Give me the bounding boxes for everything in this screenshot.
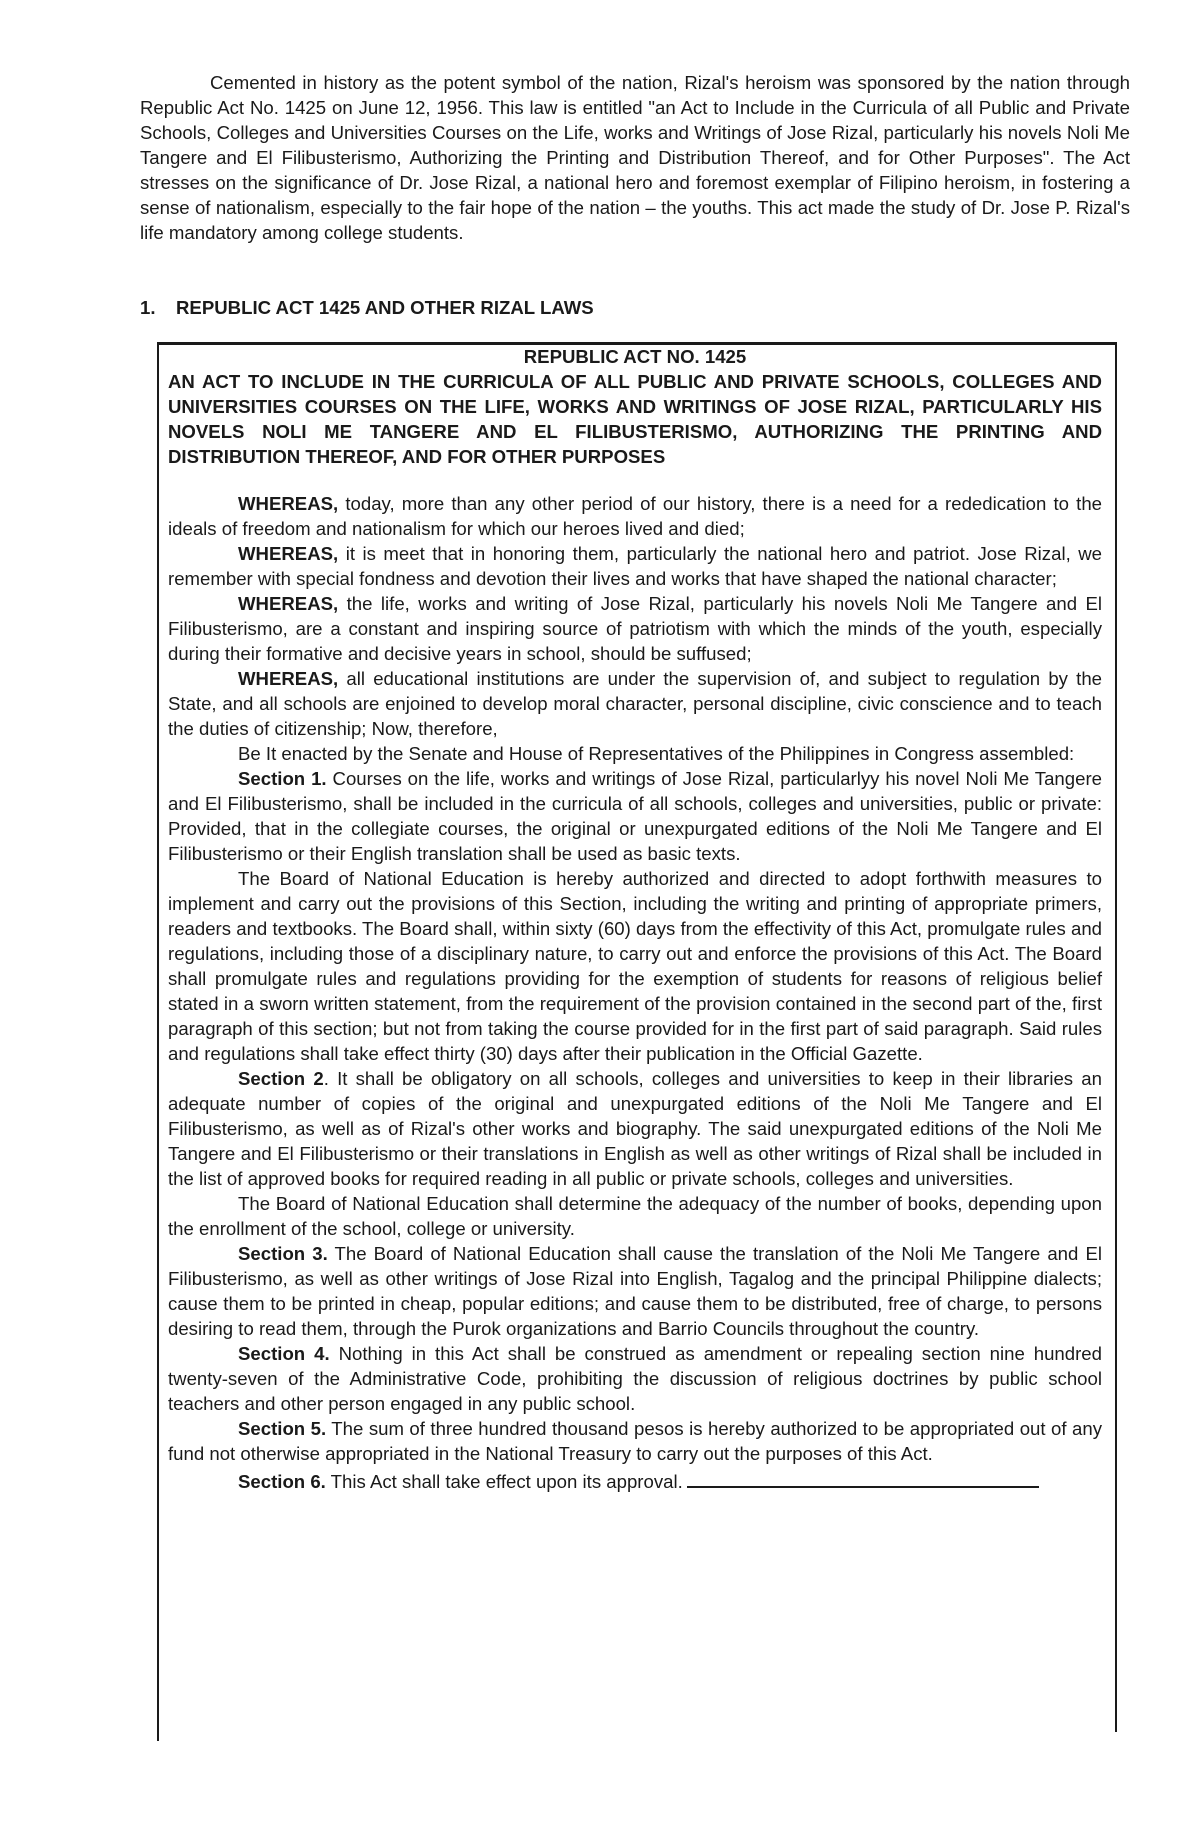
act-box-bottom-tick (157, 1731, 159, 1741)
paragraph-lead: Section 2 (238, 1068, 324, 1089)
section-heading (140, 295, 594, 320)
act-paragraph (168, 1066, 1102, 1191)
paragraph-text: all educational institutions are under the supervision of, and subject to regulation by the State, and all schools are enjoined to develop moral character, personal discipline, civic conscience and to teach the duties of citizenship; Now, therefore, (168, 668, 1102, 739)
act-final-paragraph (168, 1466, 1102, 1494)
paragraph-text: The Board of National Education shall determine the adequacy of the number of books, depending upon the enrollment of the school, college or university. (168, 1193, 1102, 1239)
paragraph-lead: Section 3. (238, 1243, 328, 1264)
act-paragraph (168, 866, 1102, 1066)
act-box (168, 344, 1102, 1494)
act-paragraph (168, 741, 1102, 766)
paragraph-text: . It shall be obligatory on all schools, colleges and universities to keep in their libraries an adequate number of copies of the original and unexpurgated editions of the Noli Me Tangere and El Filibusterismo, as well as of Rizal's other works and biography. The said unexpurgated editions of the Noli Me Tangere and El Filibusterismo or their translations in English as well as other writings of Rizal shall be included in the list of approved books for required reading in all public or private schools, colleges and universities. (168, 1068, 1102, 1189)
act-long-title: AN ACT TO INCLUDE IN THE CURRICULA OF ALL PUBLIC AND PRIVATE SCHOOLS, COLLEGES AND UNIVERSITIES COURSES ON THE LIFE, WORKS AND WRITINGS OF JOSE RIZAL, PARTICULARLY HIS NOVELS NOLI ME TANGERE AND EL FILIBUSTERISMO, AUTHORIZING THE PRINTING AND DISTRIBUTION THEREOF, AND FOR OTHER PURPOSES (168, 371, 1102, 467)
act-paragraph (168, 491, 1102, 541)
paragraph-lead: WHEREAS, (238, 543, 339, 564)
section-heading-text: REPUBLIC ACT 1425 AND OTHER RIZAL LAWS (176, 297, 594, 318)
act-paragraph (168, 1341, 1102, 1416)
act-title: REPUBLIC ACT NO. 1425 (523, 346, 747, 367)
act-paragraph (168, 1416, 1102, 1466)
paragraph-lead: WHEREAS, (238, 668, 339, 689)
act-paragraph (168, 766, 1102, 866)
paragraph-lead: Section 5. (238, 1418, 327, 1439)
paragraph-lead: Section 6. (238, 1471, 326, 1492)
paragraph-text: The Board of National Education is hereby authorized and directed to adopt forthwith measures to implement and carry out the provisions of this Section, including the writing and printing of appropriate primers, readers and textbooks. The Board shall, within sixty (60) days from the effectivity of this Act, promulgate rules and regulations, including those of a disciplinary nature, to carry out and enforce the provisions of this Act. The Board shall promulgate rules and regulations providing for the exemption of students for reasons of religious belief stated in a sworn written statement, from the requirement of the provision contained in the second part of the, first paragraph of this section; but not from taking the course provided for in the first part of said paragraph. Said rules and regulations shall take effect thirty (30) days after their publication in the Official Gazette. (168, 868, 1102, 1064)
act-paragraph (168, 666, 1102, 741)
act-paragraph (168, 541, 1102, 591)
paragraph-text: the life, works and writing of Jose Rizal, particularly his novels Noli Me Tangere and El Filibusterismo, are a constant and inspiring source of patriotism with which the minds of the youth, especially during their formative and decisive years in school, should be suffused; (168, 593, 1102, 664)
act-paragraph (168, 1241, 1102, 1341)
paragraph-lead: Section 1. (238, 768, 327, 789)
paragraph-text: Nothing in this Act shall be construed as amendment or repealing section nine hundred twenty-seven of the Administrative Code, prohibiting the discussion of religious doctrines by public school teachers and other person engaged in any public school. (168, 1343, 1102, 1414)
paragraph-text: Courses on the life, works and writings of Jose Rizal, particularlyy his novel Noli Me Tangere and El Filibusterismo, shall be included in the curricula of all schools, colleges and universities, public or private: Provided, that in the collegiate courses, the original or unexpurgated editions of the Noli Me Tangere and El Filibusterismo or their English translation shall be used as basic texts. (168, 768, 1102, 864)
paragraph-text: today, more than any other period of our history, there is a need for a rededication to the ideals of freedom and nationalism for which our heroes lived and died; (168, 493, 1102, 539)
paragraph-text: Be It enacted by the Senate and House of Representatives of the Philippines in Congress assembled: (238, 743, 1075, 764)
act-paragraph (168, 1191, 1102, 1241)
paragraph-lead: WHEREAS, (238, 493, 339, 514)
paragraph-text: The Board of National Education shall cause the translation of the Noli Me Tangere and El Filibusterismo, as well as other writings of Jose Rizal into English, Tagalog and the principal Philippine dialects; cause them to be printed in cheap, popular editions; and cause them to be distributed, free of charge, to persons desiring to read them, through the Purok organizations and Barrio Councils throughout the country. (168, 1243, 1102, 1339)
paragraph-text: it is meet that in honoring them, particularly the national hero and patriot. Jose Rizal, we remember with special fondness and devotion their lives and works that have shaped the national character; (168, 543, 1102, 589)
section-heading-number: 1. (140, 297, 156, 318)
act-paragraph (168, 591, 1102, 666)
signature-rule (687, 1466, 1039, 1488)
paragraph-text: The sum of three hundred thousand pesos is hereby authorized to be appropriated out of any fund not otherwise appropriated in the National Treasury to carry out the purposes of this Act. (168, 1418, 1102, 1464)
paragraph-lead: WHEREAS, (238, 593, 339, 614)
paragraph-text: This Act shall take effect upon its approval. (325, 1471, 683, 1492)
paragraph-lead: Section 4. (238, 1343, 330, 1364)
intro-text: Cemented in history as the potent symbol of the nation, Rizal's heroism was sponsored by the nation through Republic Act No. 1425 on June 12, 1956. This law is entitled "an Act to Include in the Curricula of all Public and Private Schools, Colleges and Universities Courses on the Life, works and Writings of Jose Rizal, particularly his novels Noli Me Tangere and El Filibusterismo, Authorizing the Printing and Distribution Thereof, and for Other Purposes". The Act stresses on the significance of Dr. Jose Rizal, a national hero and foremost exemplar of Filipino heroism, in fostering a sense of nationalism, especially to the fair hope of the nation – the youths. This act made the study of Dr. Jose P. Rizal's life mandatory among college students. (140, 72, 1130, 243)
intro-paragraph (140, 70, 1130, 245)
